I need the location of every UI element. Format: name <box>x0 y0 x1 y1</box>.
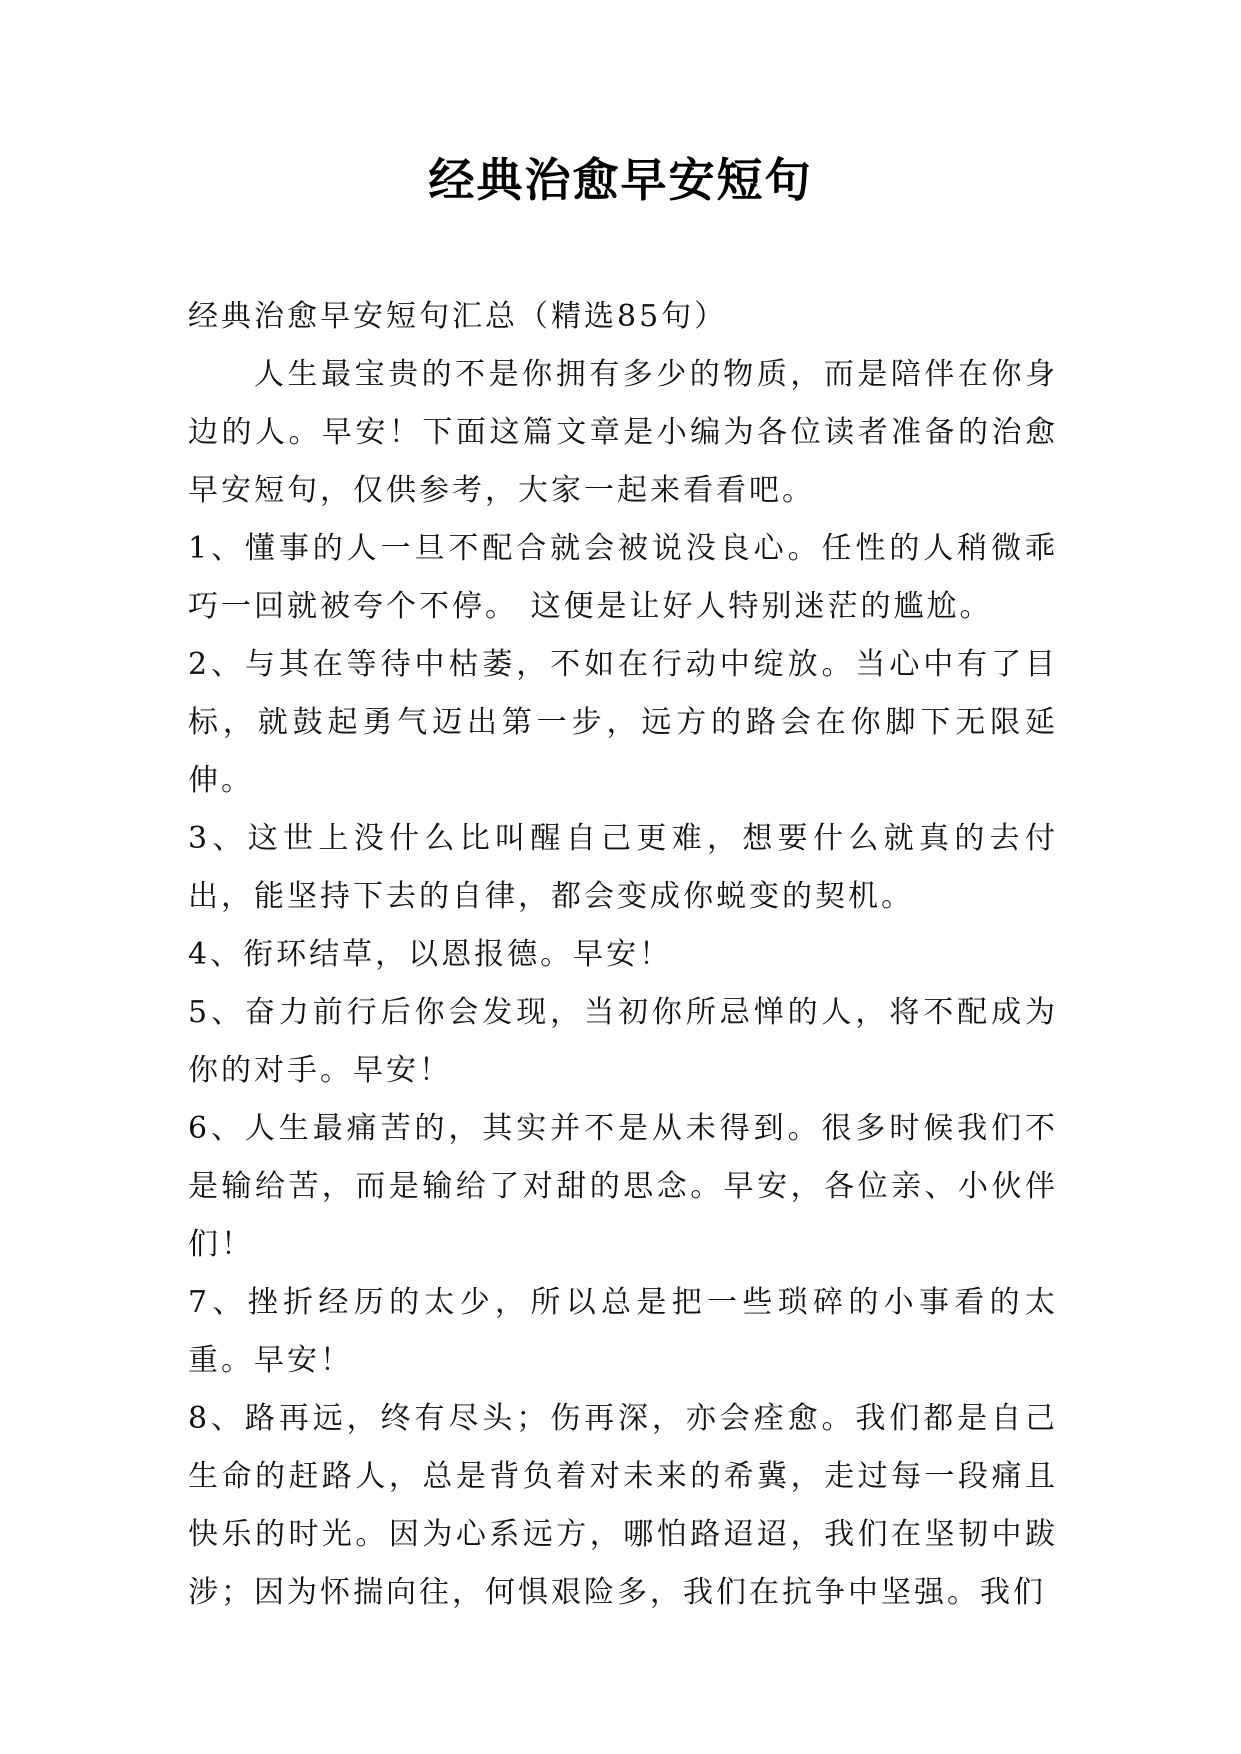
quote-item-5: 5、奋力前行后你会发现，当初你所忌惮的人，将不配成为你的对手。早安！ <box>188 995 1058 1088</box>
quote-item-7: 7、挫折经历的太少，所以总是把一些琐碎的小事看的太重。早安！ <box>188 1285 1058 1378</box>
document-title: 经典治愈早安短句 <box>428 153 813 207</box>
quote-item-3: 3、这世上没什么比叫醒自己更难，想要什么就真的去付出，能坚持下去的自律，都会变成你蜕变的契机。 <box>188 821 1058 914</box>
document-body <box>188 288 1058 1622</box>
quote-item-1: 1、懂事的人一旦不配合就会被说没良心。任性的人稍微乖巧一回就被夸个不停。 这便是让好人特别迷茫的尴尬。 <box>188 531 1058 624</box>
quote-item-8: 8、路再远，终有尽头；伤再深，亦会痊愈。我们都是自己生命的赶路人，总是背负着对未来的希冀，走过每一段痛且快乐的时光。因为心系远方，哪怕路迢迢，我们在坚韧中跋涉；因为怀揣向往，何惧艰险多，我们在抗争中坚强。我们 <box>188 1401 1058 1610</box>
document-subtitle: 经典治愈早安短句汇总（精选85句） <box>188 299 728 334</box>
quote-item-2: 2、与其在等待中枯萎，不如在行动中绽放。当心中有了目标，就鼓起勇气迈出第一步，远方的路会在你脚下无限延伸。 <box>188 647 1058 798</box>
quote-item-4: 4、衔环结草，以恩报德。早安！ <box>188 937 673 972</box>
quote-item-6: 6、人生最痛苦的，其实并不是从未得到。很多时候我们不是输给苦，而是输给了对甜的思念。早安，各位亲、小伙伴们！ <box>188 1111 1058 1262</box>
intro-paragraph: 人生最宝贵的不是你拥有多少的物质，而是陪伴在你身边的人。早安！下面这篇文章是小编为各位读者准备的治愈早安短句，仅供参考，大家一起来看看吧。 <box>188 357 1058 508</box>
